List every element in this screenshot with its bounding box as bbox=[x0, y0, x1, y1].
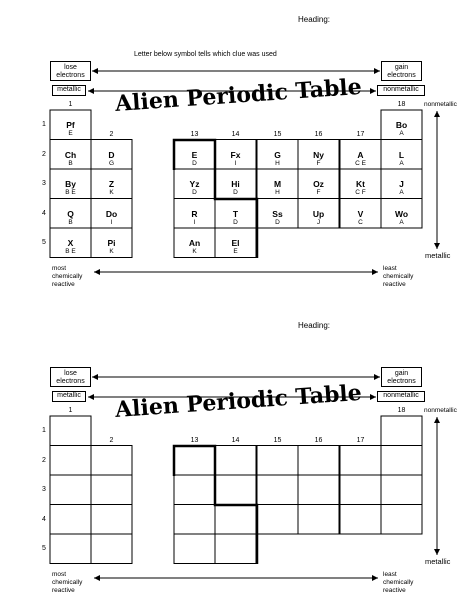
element-clue-letter: I bbox=[193, 218, 196, 226]
element-clue-letter: A bbox=[399, 130, 404, 137]
element-cell-content bbox=[215, 169, 256, 199]
element-cell-content bbox=[50, 228, 91, 258]
element-symbol: Ss bbox=[272, 208, 283, 219]
nonmetallic-side-label: nonmetallic bbox=[424, 101, 457, 108]
nonmetallic-arrow-head bbox=[370, 88, 376, 94]
element-cell[interactable] bbox=[381, 505, 422, 535]
element-symbol: Fx bbox=[230, 149, 241, 160]
nonmetallic-box: nonmetallic bbox=[377, 391, 425, 402]
element-cell[interactable] bbox=[298, 446, 339, 476]
element-cell-content bbox=[91, 228, 132, 258]
most-reactive-text: reactive bbox=[52, 281, 75, 288]
least-reactive-text: least bbox=[383, 265, 397, 272]
least-reactive-text: least bbox=[383, 571, 397, 578]
row-number: 2 bbox=[42, 456, 46, 464]
element-cell[interactable] bbox=[50, 446, 91, 476]
row-number: 4 bbox=[42, 515, 46, 523]
gain-electrons-text: gain bbox=[394, 64, 409, 71]
element-cell[interactable] bbox=[257, 475, 298, 505]
element-symbol: Hi bbox=[231, 179, 240, 189]
most-reactive-text: chemically bbox=[52, 273, 83, 280]
element-clue-letter: C F bbox=[355, 189, 366, 196]
element-clue-letter: I bbox=[110, 218, 113, 226]
element-cell[interactable] bbox=[257, 446, 298, 476]
element-cell[interactable] bbox=[91, 446, 132, 476]
element-symbol: M bbox=[273, 179, 282, 189]
most-reactive-text: reactive bbox=[52, 587, 75, 594]
lose-electrons-text: lose bbox=[64, 64, 77, 71]
lose-arrow-head bbox=[92, 374, 98, 380]
element-symbol: L bbox=[398, 149, 405, 160]
element-cell[interactable] bbox=[298, 475, 339, 505]
element-cell[interactable] bbox=[50, 505, 91, 535]
element-clue-letter: D bbox=[233, 189, 238, 196]
lose-electrons-text: electrons bbox=[56, 378, 85, 385]
element-clue-letter: D bbox=[192, 159, 197, 167]
element-clue-letter: H bbox=[275, 189, 280, 196]
element-cell[interactable] bbox=[91, 505, 132, 535]
most-reactive-text: most bbox=[52, 571, 67, 578]
element-cell-content bbox=[50, 140, 91, 170]
element-cell-content bbox=[298, 140, 339, 170]
element-clue-letter: E bbox=[233, 248, 238, 255]
element-symbol: G bbox=[274, 149, 281, 160]
element-clue-letter: B E bbox=[65, 248, 76, 255]
nonmetallic-box: nonmetallic bbox=[377, 85, 425, 96]
element-clue-letter: D bbox=[275, 218, 280, 226]
element-symbol: El bbox=[231, 238, 240, 248]
element-cell[interactable] bbox=[174, 475, 215, 505]
element-symbol: Do bbox=[105, 208, 118, 219]
element-clue-letter: D bbox=[192, 189, 197, 196]
element-cell-content bbox=[340, 140, 381, 170]
element-symbol: Z bbox=[108, 179, 115, 189]
nonmetallic-side-label: nonmetallic bbox=[424, 407, 457, 414]
table-title: Alien Periodic Table bbox=[114, 379, 363, 423]
metallic-box: metallic bbox=[52, 85, 86, 96]
section-top bbox=[0, 0, 474, 306]
reactivity-arrow-left bbox=[94, 269, 100, 275]
row-number: 1 bbox=[42, 121, 46, 128]
least-reactive-text: chemically bbox=[383, 579, 414, 586]
section-bottom bbox=[0, 306, 474, 612]
metallic-arrow-head bbox=[88, 88, 94, 94]
column-number: 1 bbox=[68, 101, 73, 108]
element-cell[interactable] bbox=[174, 505, 215, 535]
element-symbol: Bo bbox=[395, 120, 408, 130]
column-number: 16 bbox=[314, 437, 323, 444]
element-symbol: Pi bbox=[107, 238, 116, 248]
column-number: 18 bbox=[397, 407, 406, 414]
column-number: 2 bbox=[109, 131, 114, 138]
element-symbol: Ny bbox=[313, 149, 324, 160]
element-cell[interactable] bbox=[174, 534, 215, 564]
element-clue-letter: B bbox=[68, 218, 73, 226]
element-clue-letter: B bbox=[68, 159, 73, 167]
metallic-arrow-head bbox=[88, 394, 94, 400]
element-clue-letter: D bbox=[233, 218, 238, 226]
column-number: 1 bbox=[68, 407, 73, 414]
nonmetallic-arrow-head bbox=[370, 394, 376, 400]
element-clue-letter: A bbox=[399, 189, 404, 196]
element-clue-letter: H bbox=[275, 159, 280, 167]
element-clue-letter: I bbox=[234, 159, 237, 167]
element-symbol: X bbox=[67, 238, 74, 248]
element-cell[interactable] bbox=[50, 534, 91, 564]
gain-arrow-head bbox=[374, 374, 380, 380]
element-cell-content bbox=[381, 169, 422, 199]
column-number: 13 bbox=[190, 131, 199, 138]
element-clue-letter: C E bbox=[355, 159, 366, 167]
element-cell-content bbox=[257, 140, 298, 170]
gain-arrow-head bbox=[374, 68, 380, 74]
most-reactive-text: chemically bbox=[52, 579, 83, 586]
metallic-box: metallic bbox=[52, 391, 86, 402]
element-cell[interactable] bbox=[215, 534, 256, 564]
element-clue-letter: G bbox=[108, 159, 115, 167]
element-cell-content bbox=[215, 228, 256, 258]
element-cell[interactable] bbox=[91, 534, 132, 564]
element-symbol: R bbox=[191, 208, 198, 219]
element-symbol: V bbox=[357, 208, 364, 219]
element-cell[interactable] bbox=[381, 446, 422, 476]
column-number: 13 bbox=[190, 437, 199, 444]
heading-label: Heading: bbox=[298, 321, 331, 330]
least-reactive-text: reactive bbox=[383, 281, 406, 288]
element-cell-content bbox=[298, 199, 339, 229]
element-cell-content bbox=[50, 199, 91, 229]
element-cell[interactable] bbox=[298, 505, 339, 535]
element-cell-content bbox=[381, 199, 422, 229]
column-number: 14 bbox=[231, 131, 240, 138]
element-symbol: D bbox=[108, 149, 115, 160]
element-symbol: Up bbox=[312, 208, 325, 219]
element-cell[interactable] bbox=[340, 446, 381, 476]
element-symbol: Q bbox=[67, 208, 74, 219]
element-cell[interactable] bbox=[381, 475, 422, 505]
gain-electrons-text: gain bbox=[394, 370, 409, 377]
element-symbol: E bbox=[191, 149, 198, 160]
table-grid-svg bbox=[0, 306, 474, 612]
vertical-arrow-up bbox=[434, 417, 440, 423]
element-cell[interactable] bbox=[50, 416, 91, 446]
element-symbol: Yz bbox=[189, 179, 200, 189]
reactivity-arrow-right bbox=[372, 269, 378, 275]
element-cell-content bbox=[340, 169, 381, 199]
element-clue-letter: F bbox=[316, 189, 321, 196]
element-cell[interactable] bbox=[340, 505, 381, 535]
element-clue-letter: K bbox=[109, 189, 114, 196]
element-cell-content bbox=[174, 140, 215, 170]
lose-electrons-text: lose bbox=[64, 370, 77, 377]
element-symbol: T bbox=[232, 208, 239, 219]
element-cell[interactable] bbox=[215, 505, 256, 535]
reactivity-arrow-left bbox=[94, 575, 100, 581]
element-cell[interactable] bbox=[340, 475, 381, 505]
element-cell[interactable] bbox=[91, 475, 132, 505]
element-clue-letter: J bbox=[316, 218, 321, 226]
element-clue-letter: K bbox=[109, 248, 114, 255]
row-number: 3 bbox=[42, 180, 46, 187]
element-cell[interactable] bbox=[174, 446, 215, 476]
element-cell[interactable] bbox=[215, 475, 256, 505]
element-symbol: Oz bbox=[313, 179, 324, 189]
element-clue-letter: K bbox=[192, 248, 197, 255]
element-cell-content bbox=[174, 228, 215, 258]
column-number: 16 bbox=[314, 131, 323, 138]
element-cell[interactable] bbox=[50, 475, 91, 505]
element-cell-content bbox=[340, 199, 381, 229]
least-reactive-text: reactive bbox=[383, 587, 406, 594]
column-number: 17 bbox=[356, 131, 365, 138]
element-cell[interactable] bbox=[257, 505, 298, 535]
row-number: 3 bbox=[42, 486, 46, 493]
element-symbol: Pf bbox=[66, 120, 75, 130]
heading-label: Heading: bbox=[298, 15, 331, 24]
element-symbol: Wo bbox=[394, 208, 409, 219]
element-cell-content bbox=[91, 169, 132, 199]
column-number: 2 bbox=[109, 437, 114, 444]
column-number: 15 bbox=[273, 131, 282, 138]
element-symbol: Kt bbox=[356, 179, 365, 189]
element-cell-content bbox=[298, 169, 339, 199]
least-reactive-text: chemically bbox=[383, 273, 414, 280]
element-clue-letter: A bbox=[399, 159, 404, 167]
row-number: 5 bbox=[42, 545, 46, 552]
element-cell-content bbox=[381, 140, 422, 170]
element-cell-content bbox=[174, 199, 215, 229]
vertical-arrow-down bbox=[434, 549, 440, 555]
reactivity-arrow-right bbox=[372, 575, 378, 581]
column-number: 17 bbox=[356, 437, 365, 444]
element-clue-letter: C bbox=[358, 218, 363, 226]
lose-electrons-text: electrons bbox=[56, 72, 85, 79]
element-symbol: J bbox=[399, 179, 404, 189]
element-clue-letter: B E bbox=[65, 189, 76, 196]
element-clue-letter: A bbox=[399, 218, 404, 226]
element-cell-content bbox=[91, 199, 132, 229]
row-number: 2 bbox=[42, 150, 46, 158]
metallic-side-label: metallic bbox=[425, 251, 451, 260]
element-cell[interactable] bbox=[381, 416, 422, 446]
table-title: Alien Periodic Table bbox=[114, 73, 363, 117]
column-number: 14 bbox=[231, 437, 240, 444]
element-cell[interactable] bbox=[215, 446, 256, 476]
column-number: 18 bbox=[397, 101, 406, 108]
element-clue-letter: E bbox=[68, 130, 73, 137]
row-number: 4 bbox=[42, 209, 46, 217]
metallic-side-label: metallic bbox=[425, 557, 451, 566]
element-cell-content bbox=[257, 169, 298, 199]
element-symbol: A bbox=[357, 149, 364, 160]
element-symbol: An bbox=[188, 238, 201, 248]
row-number: 5 bbox=[42, 239, 46, 246]
gain-electrons-text: electrons bbox=[387, 378, 416, 385]
most-reactive-text: most bbox=[52, 265, 67, 272]
element-cell-content bbox=[50, 110, 91, 140]
element-cell-content bbox=[257, 199, 298, 229]
vertical-arrow-up bbox=[434, 111, 440, 117]
clue-instruction: Letter below symbol tells which clue was used bbox=[134, 51, 277, 58]
element-cell-content bbox=[91, 140, 132, 170]
element-symbol: Ch bbox=[64, 149, 77, 160]
element-cell-content bbox=[381, 110, 422, 140]
element-clue-letter: F bbox=[316, 159, 321, 167]
lose-arrow-head bbox=[92, 68, 98, 74]
element-cell-content bbox=[215, 140, 256, 170]
gain-electrons-text: electrons bbox=[387, 72, 416, 79]
vertical-arrow-down bbox=[434, 243, 440, 249]
element-cell-content bbox=[50, 169, 91, 199]
element-symbol: By bbox=[65, 179, 76, 189]
element-cell-content bbox=[174, 169, 215, 199]
column-number: 15 bbox=[273, 437, 282, 444]
row-number: 1 bbox=[42, 427, 46, 434]
element-cell-content bbox=[215, 199, 256, 229]
